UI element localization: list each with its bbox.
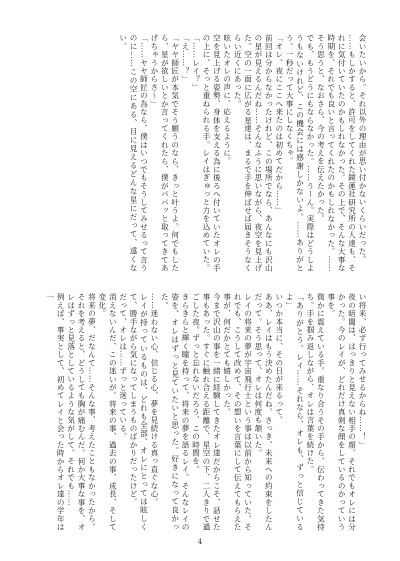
upper-vertical-text (37, 34, 367, 272)
paragraph: 微かに震えている手。重なり合うその手から、伝わってきた気持ち。手を掴み返しながら、オレは言葉を続けた。 (305, 293, 326, 531)
paragraph: ああ、レイはもう決めたんだね。さっき、未来への約束をしたんだって。そう思って、オレは何度も頷いた。 (253, 293, 274, 531)
paragraph: 空を見上げる姿勢、身体を支える為に後ろへ付いていたオレの手の上に、そっと重ねられる手。レイはぎゅっと力を込めていた。 (201, 34, 222, 272)
lower-vertical-text (37, 293, 367, 531)
dialogue-line: い将来、必ず行ってみせるからね……！」 (358, 293, 367, 449)
dialogue-line: 「ヤヤ師匠が本気でそう願うのなら、きっと叶うよ。何でもしたら、星が欲しいとか言ってくれたら、僕がパパッと取ってきてあげちゃうからさ～」 (149, 34, 180, 272)
paragraph: 会いたいから。それ以外の理由が思い付かないくらいだった。 (358, 34, 367, 264)
paragraph: 今まで沢山の事を一緒に経験してきたオレ達だからこそ、話せた事もあった。すぐに触れ合える距離で、星空の下、二人きりで過ごした夜。ずっと忘れないだろう、この時間を。 (191, 293, 222, 531)
paragraph: それを考えると、どうしても胸が痛むんだ。何か大事な事を、オレはずっと見落としているような気がして。それでも…… (66, 293, 87, 531)
lower-text-block (37, 293, 367, 531)
paragraph: 夜の暗闇は、はっきりと見えない相手の顔。それでもオレには分かった。今のレイが、どれだけ真剣な顔をしているのかっていう事を。 (326, 293, 357, 531)
paragraph: レイの将来の夢が宇宙飛行士という事は以前から知っていた。それでも、こうして改めて、その想いを言葉にして伝えてもらえた事が、何だかとても嬉しかった。 (222, 293, 253, 531)
dialogue-line: 「……レイ？」 (191, 34, 201, 92)
dialogue-line: 「え……？」 (181, 34, 191, 84)
paragraph: レイが持っているものは、どれも全部、オレにとっては眩しくて、勝手ながら気になってしまうものばかりだったけど。 (129, 293, 149, 531)
paragraph: だって、オレは……ずっと迷っている。 (118, 293, 128, 441)
paragraph: でも、もうどうにもならなかった。……うーん。実際はどうしようもないけれど、この機会には感謝しかないよ。……ありがとう。一秒だって大事にしなくちゃ。 (285, 34, 315, 272)
paragraph: 例えば、事実として、初めてレイと会った時からオレ達の学年は一 (45, 293, 66, 531)
upper-text-block (37, 34, 367, 272)
paragraph: 将来の夢、だなんて……そんな事、考えたこともなかったから。 (87, 293, 97, 531)
paragraph: ……もしかすると、許可をしてくれた鏡蓮社研究所の人達も、それに気付いていたのかもしれなかった。その上で、そんな大事な時期を、それでも良いと言ってくれたのかもしれなかった。……そう思うと、なおさら、今の考えを伝えたかった。 (316, 34, 357, 272)
paragraph: 前回は分からなかったけれど、この場所でなら、あんなにも沢山の星が見えるんだね……そんなふうに思いながら、夜空を見上げた。空の一面に広がる星達は、まるで手を伸ばせば届きそうなくらい近くにあった。 (233, 34, 274, 272)
paragraph: 呟いたオレの声に、応えるように。 (222, 34, 232, 166)
dialogue-line: 「……ヤヤ師匠の為なら、僕はいつでもそうしてみせるって言うのに……この空にある、目に見えるどんな星にだって、遠くない。 (118, 34, 149, 272)
paragraph: いつか本当に、その日が来るって。 (274, 293, 284, 425)
dialogue-line: 「ありがとう。レイ……それなら、オレも、ずっと信じているよ」 (285, 293, 305, 531)
paragraph: ……迷わない心、信じる心、夢を見続ける真っ直ぐな心。 (149, 293, 159, 507)
paragraph: きらきらと輝く瞳を持って、将来の夢を語るレイ。そんなレイの姿を、オレはずっと見ていたいと思った。好きになって良かった。 (160, 293, 191, 531)
page-number: 4 (197, 538, 203, 546)
paragraph: 消えないんだ、この迷いが。将来の事、過去の事、成長、そして変化。 (97, 293, 118, 531)
dialogue-line: 「オレ、夜にここへ来たのは初めてだから……」 (274, 34, 284, 215)
